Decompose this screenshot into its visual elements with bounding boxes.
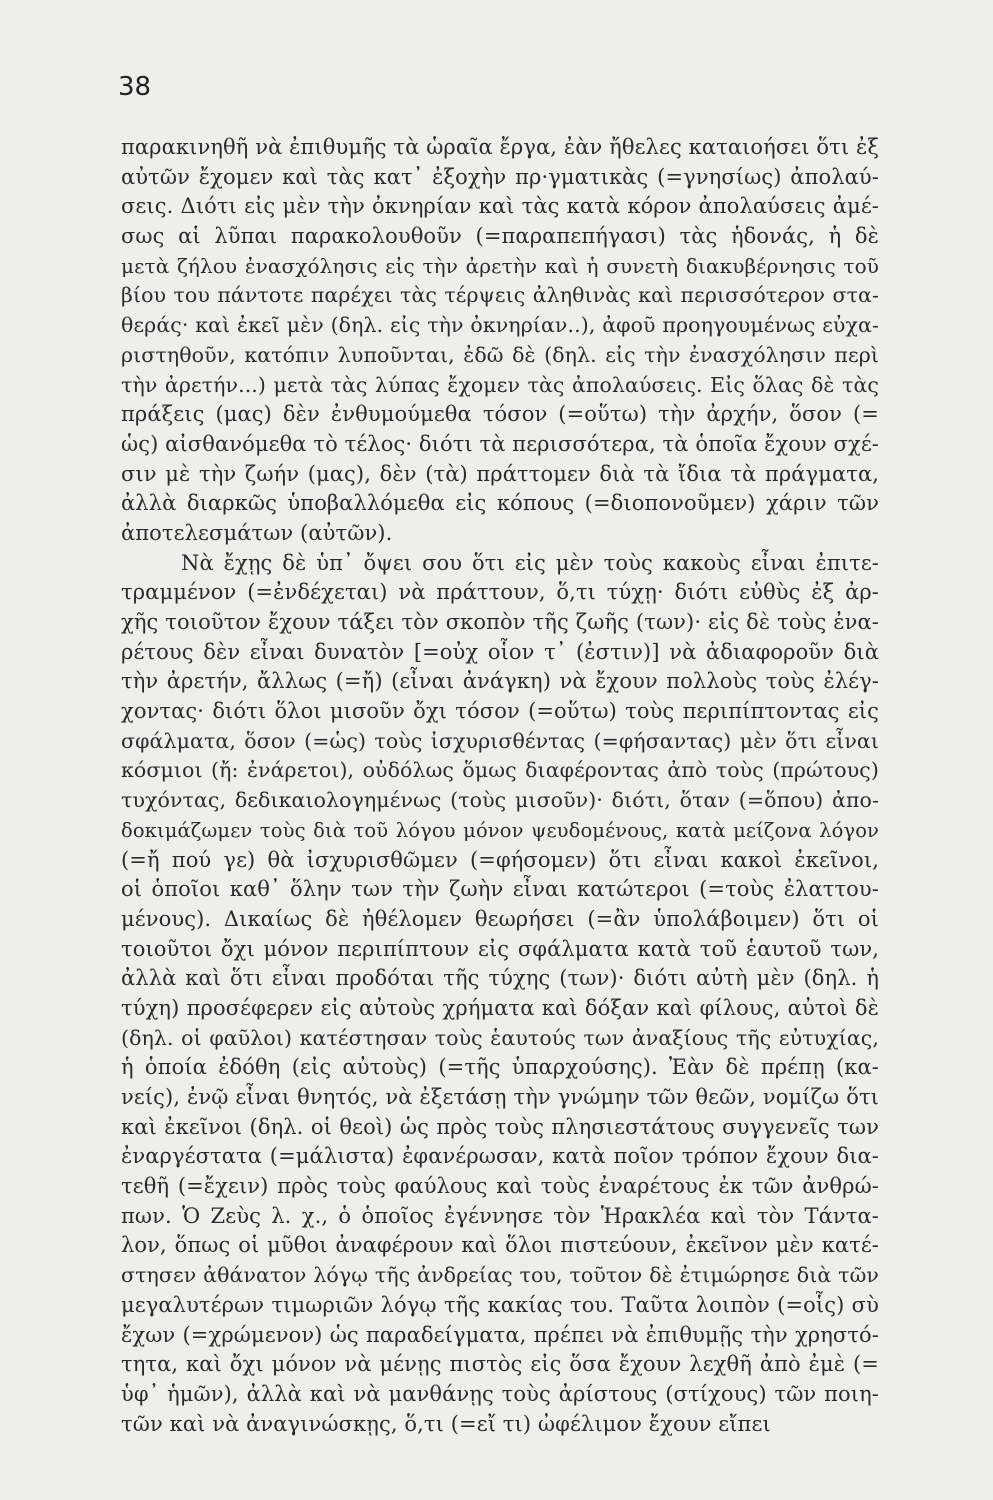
text-line: βίου του πάντοτε παρέχει τὰς τέρψεις ἀληθινὰς καὶ περισσότερον στα- — [121, 283, 879, 308]
text-line: ἐναργέστατα (=μάλιστα) ἐφανέρωσαν, κατὰ ποῖον τρόπον ἔχουν δια- — [121, 1144, 879, 1169]
text-line: ριστηθοῦν, κατόπιν λυποῦνται, ἐδῶ δὲ (δηλ. εἰς τὴν ἐνασχόλησιν περὶ — [121, 342, 879, 367]
text-line: δοκιμάζωμεν τοὺς διὰ τοῦ λόγου μόνον ψευδομένους, κατὰ μείζονα λόγον — [121, 818, 879, 842]
text-line: ρέτους δὲν εἶναι δυνατὸν [=οὐχ οἷον τ᾿ (ἐστιν)] νὰ ἀδιαφοροῦν διὰ — [121, 639, 879, 664]
text-line: στησεν ἀθάνατον λόγῳ τῆς ἀνδρείας του, τοῦτον δὲ ἐτιμώρησε διὰ τῶν — [121, 1263, 879, 1288]
text-line: τραμμένον (=ἐνδέχεται) νὰ πράττουν, ὅ,τι τύχῃ· διότι εὐθὺς ἐξ ἀρ- — [121, 580, 879, 605]
text-line: οἱ ὁποῖοι καθ᾿ ὅλην των τὴν ζωὴν εἶναι κατώτεροι (=τοὺς ἐλαττου- — [121, 877, 879, 902]
text-line: τὴν ἀρετήν, ἄλλως (=ἤ) (εἶναι ἀνάγκη) νὰ ἔχουν πολλοὺς τοὺς ἐλέγ- — [121, 669, 879, 694]
text-line: ἀποτελεσμάτων (αὐτῶν). — [121, 520, 393, 545]
text-line: τεθῆ (=ἔχειν) πρὸς τοὺς φαύλους καὶ τοὺς ἐναρέτους ἐκ τῶν ἀνθρώ- — [121, 1174, 879, 1199]
text-line: θεράς· καὶ ἐκεῖ μὲν (δηλ. εἰς τὴν ὀκνηρίαν..), ἀφοῦ προηγουμένως εὐχα- — [121, 313, 879, 338]
text-line: μένους). Δικαίως δὲ ἠθέλομεν θεωρήσει (=ἂν ὑπολάβοιμεν) ὅτι οἱ — [121, 906, 879, 931]
text-line: ὡς) αἰσθανόμεθα τὸ τέλος· διότι τὰ περισσότερα, τὰ ὁποῖα ἔχουν σχέ- — [121, 431, 879, 456]
text-line: χοντας· διότι ὅλοι μισοῦν ὄχι τόσον (=οὕτω) τοὺς περιπίπτοντας εἰς — [121, 699, 879, 724]
text-line: σως αἱ λῦπαι παρακολουθοῦν (=παραπεπήγασι) τὰς ἡδονάς, ἡ δὲ — [121, 224, 879, 249]
text-line: ἡ ὁποία ἐδόθη (εἰς αὐτοὺς) (=τῆς ὑπαρχούσης). Ἐὰν δὲ πρέπῃ (κα- — [121, 1055, 879, 1080]
text-line: πράξεις (μας) δὲν ἐνθυμούμεθα τόσον (=οὕτω) τὴν ἀρχήν, ὅσον (= — [121, 402, 879, 427]
text-line: τητα, καὶ ὄχι μόνον νὰ μένῃς πιστὸς εἰς ὅσα ἔχουν λεχθῆ ἀπὸ ἐμὲ (= — [121, 1352, 879, 1377]
text-line: τὴν ἀρετήν...) μετὰ τὰς λύπας ἔχομεν τὰς ἀπολαύσεις. Εἰς ὅλας δὲ τὰς — [121, 372, 879, 397]
body-text — [121, 133, 879, 1439]
text-line: τοιοῦτοι ὄχι μόνον περιπίπτουν εἰς σφάλματα κατὰ τοῦ ἑαυτοῦ των, — [121, 936, 879, 961]
text-line: ἀλλὰ διαρκῶς ὑποβαλλόμεθα εἰς κόπους (=διοπονοῦμεν) χάριν τῶν — [121, 491, 879, 516]
text-line: αὐτῶν ἔχομεν καὶ τὰς κατ᾿ ἐξοχὴν πρ·γματικὰς (=γνησίως) ἀπολαύ- — [121, 164, 879, 189]
text-line: πων. Ὁ Ζεὺς λ. χ., ὁ ὁποῖος ἐγέννησε τὸν Ἡρακλέα καὶ τὸν Τάντα- — [121, 1203, 879, 1228]
page-number: 38 — [118, 72, 152, 102]
text-line: μεγαλυτέρων τιμωριῶν λόγῳ τῆς κακίας του. Ταῦτα λοιπὸν (=οἷς) σὺ — [121, 1292, 879, 1317]
text-line: ἔχων (=χρώμενον) ὡς παραδείγματα, πρέπει νὰ ἐπιθυμῇς τὴν χρηστό- — [121, 1322, 879, 1347]
text-line: μετὰ ζήλου ἐνασχόλησις εἰς τὴν ἀρετὴν καὶ ἡ συνετὴ διακυβέρνησις τοῦ — [121, 253, 879, 278]
text-line: Νὰ ἔχῃς δὲ ὑπ᾿ ὄψει σου ὅτι εἰς μὲν τοὺς κακοὺς εἶναι ἐπιτε- — [181, 550, 879, 575]
text-line: τυχόντας, δεδικαιολογημένως (τοὺς μισοῦν)· διότι, ὅταν (=ὅπου) ἀπο- — [121, 788, 879, 813]
text-line: λον, ὅπως οἱ μῦθοι ἀναφέρουν καὶ ὅλοι πιστεύουν, ἐκεῖνον μὲν κατέ- — [121, 1233, 879, 1258]
text-line: σεις. Διότι εἰς μὲν τὴν ὀκνηρίαν καὶ τὰς κατὰ κόρον ἀπολαύσεις ἀμέ- — [121, 194, 879, 219]
text-line: καὶ ἐκεῖνοι (δηλ. οἱ θεοὶ) ὡς πρὸς τοὺς πλησιεστάτους συγγενεῖς των — [121, 1114, 879, 1139]
text-line: τύχη) προσέφερεν εἰς αὐτοὺς χρήματα καὶ δόξαν καὶ φίλους, αὐτοὶ δὲ — [121, 995, 879, 1020]
text-line: σφάλματα, ὅσον (=ὡς) τοὺς ἰσχυρισθέντας (=φήσαντας) μὲν ὅτι εἶναι — [121, 728, 879, 753]
text-line: παρακινηθῆ νὰ ἐπιθυμῆς τὰ ὡραῖα ἔργα, ἐὰν ἤθελες καταιοήσει ὅτι ἐξ — [121, 135, 879, 159]
text-line: ὑφ᾿ ἡμῶν), ἀλλὰ καὶ νὰ μανθάνῃς τοὺς ἀρίστους (στίχους) τῶν ποιη- — [121, 1381, 879, 1406]
text-line: χῆς τοιοῦτον ἔχουν τάξει τὸν σκοπὸν τῆς ζωῆς (των)· εἰς δὲ τοὺς ἐνα- — [121, 610, 879, 634]
text-line: τῶν καὶ νὰ ἀναγινώσκῃς, ὅ,τι (=εἴ τι) ὠφέλιμον ἔχουν εἴπει — [121, 1411, 771, 1436]
text-line: (=ἤ πού γε) θὰ ἰσχυρισθῶμεν (=φήσομεν) ὅτι εἶναι κακοὶ ἐκεῖνοι, — [121, 847, 879, 872]
text-line: σιν μὲ τὴν ζωήν (μας), δὲν (τὰ) πράττομεν διὰ τὰ ἴδια τὰ πράγματα, — [121, 461, 879, 486]
text-line: κόσμιοι (ἤ: ἐνάρετοι), οὐδόλως ὅμως διαφέροντας ἀπὸ τοὺς (πρώτους) — [121, 758, 879, 783]
text-line: νείς), ἐνῷ εἶναι θνητός, νὰ ἐξετάσῃ τὴν γνώμην τῶν θεῶν, νομίζω ὅτι — [121, 1085, 879, 1109]
text-line: (δηλ. οἱ φαῦλοι) κατέστησαν τοὺς ἑαυτούς των ἀναξίους τῆς εὐτυχίας, — [121, 1025, 879, 1050]
text-line: ἀλλὰ καὶ ὅτι εἶναι προδόται τῆς τύχης (των)· διότι αὐτὴ μὲν (δηλ. ἡ — [121, 966, 879, 991]
